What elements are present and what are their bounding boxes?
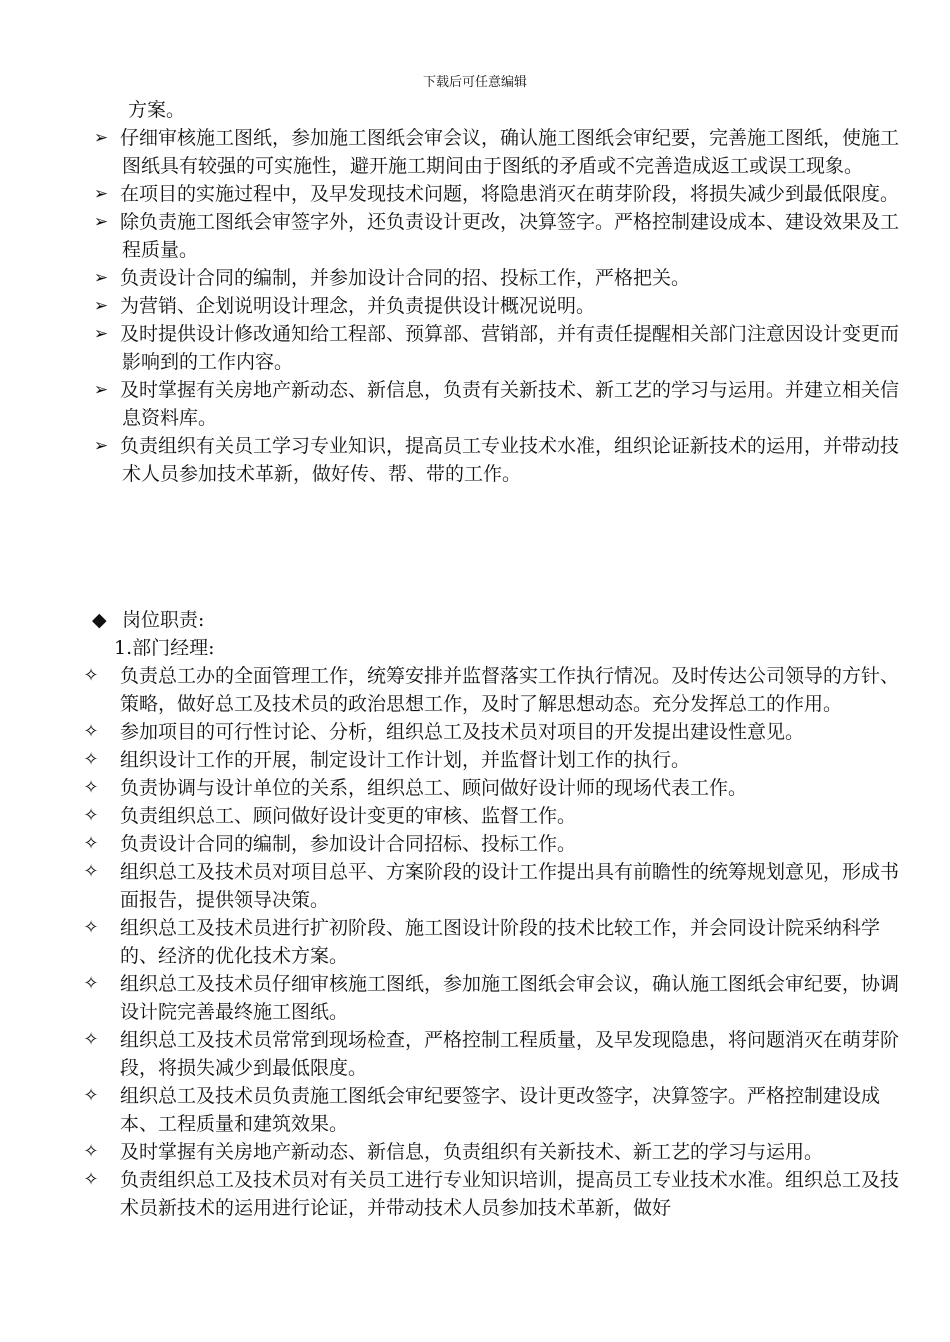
arrowhead-bullet-icon: ➢ <box>93 296 109 316</box>
arrowhead-bullet-icon: ➢ <box>93 380 109 400</box>
open-star-bullet-icon: ✧ <box>83 1029 99 1050</box>
arrowhead-bullet-icon: ➢ <box>93 268 109 288</box>
open-star-bullet-icon: ✧ <box>83 1085 99 1106</box>
open-star-bullet-icon: ✧ <box>83 973 99 994</box>
list-item: ✧ 组织总工及技术员进行扩初阶段、施工图设计阶段的技术比较工作，并会同设计院采纳科学的、经济的优化技术方案。 <box>0 914 950 970</box>
list-item: ➢ 及时掌握有关房地产新动态、新信息，负责有关新技术、新工艺的学习与运用。并建立相关信息资料库。 <box>0 376 950 432</box>
list-item: ✧ 负责总工办的全面管理工作，统筹安排并监督落实工作执行情况。及时传达公司领导的方针、策略，做好总工及技术员的政治思想工作，及时了解思想动态。充分发挥总工的作用。 <box>0 662 950 718</box>
arrowhead-bullet-icon: ➢ <box>93 212 109 232</box>
arrowhead-bullet-icon: ➢ <box>93 436 109 456</box>
list-item: ➢ 在项目的实施过程中，及早发现技术问题，将隐患消灭在萌芽阶段，将损失减少到最低限度。 <box>0 180 950 208</box>
arrowhead-bullet-icon: ➢ <box>93 184 109 204</box>
list-item: ✧ 组织总工及技术员常常到现场检查，严格控制工程质量，及早发现隐患，将问题消灭在萌芽阶段，将损失减少到最低限度。 <box>0 1026 950 1082</box>
list-item: ➢ 为营销、企划说明设计理念，并负责提供设计概况说明。 <box>0 292 950 320</box>
list-item: ➢ 负责组织有关员工学习专业知识，提高员工专业技术水准，组织论证新技术的运用，并带动技术人员参加技术革新，做好传、帮、带的工作。 <box>0 432 950 488</box>
list-item: ✧ 组织总工及技术员对项目总平、方案阶段的设计工作提出具有前瞻性的统筹规划意见，形成书面报告，提供领导决策。 <box>0 858 950 914</box>
list-item: ✧ 组织总工及技术员负责施工图纸会审纪要签字、设计更改签字，决算签字。严格控制建设成本、工程质量和建筑效果。 <box>0 1082 950 1138</box>
diamond-bullet-icon: ◆ <box>92 609 107 631</box>
list-item: ✧ 负责组织总工、顾问做好设计变更的审核、监督工作。 <box>0 802 950 830</box>
page-header: 下载后可任意编辑 <box>422 75 527 90</box>
open-star-bullet-icon: ✧ <box>83 665 99 686</box>
list-item: ✧ 组织总工及技术员仔细审核施工图纸，参加施工图纸会审会议，确认施工图纸会审纪要，协调设计院完善最终施工图纸。 <box>0 970 950 1026</box>
list-item: ➢ 负责设计合同的编制，并参加设计合同的招、投标工作，严格把关。 <box>0 264 950 292</box>
duty-list-1 <box>0 124 950 488</box>
open-star-bullet-icon: ✧ <box>83 805 99 826</box>
open-star-bullet-icon: ✧ <box>83 749 99 770</box>
open-star-bullet-icon: ✧ <box>83 721 99 742</box>
list-item: ➢ 仔细审核施工图纸，参加施工图纸会审会议，确认施工图纸会审纪要，完善施工图纸，使施工图纸具有较强的可实施性，避开施工期间由于图纸的矛盾或不完善造成返工或误工现象。 <box>0 124 950 180</box>
arrowhead-bullet-icon: ➢ <box>93 128 109 148</box>
list-item: ✧ 参加项目的可行性讨论、分析，组织总工及技术员对项目的开发提出建设性意见。 <box>0 718 950 746</box>
open-star-bullet-icon: ✧ <box>83 833 99 854</box>
open-star-bullet-icon: ✧ <box>83 1169 99 1190</box>
continuation-text: 方案。 <box>128 99 186 121</box>
section-heading-label: 岗位职责: <box>122 609 205 631</box>
open-star-bullet-icon: ✧ <box>83 861 99 882</box>
list-item: ✧ 负责协调与设计单位的关系，组织总工、顾问做好设计师的现场代表工作。 <box>0 774 950 802</box>
duty-list-2 <box>0 662 950 1222</box>
list-item: ✧ 负责组织总工及技术员对有关员工进行专业知识培训，提高员工专业技术水准。组织总工及技术员新技术的运用进行论证，并带动技术人员参加技术革新，做好 <box>0 1166 950 1222</box>
open-star-bullet-icon: ✧ <box>83 1141 99 1162</box>
list-item: ✧ 组织设计工作的开展，制定设计工作计划，并监督计划工作的执行。 <box>0 746 950 774</box>
arrowhead-bullet-icon: ➢ <box>93 324 109 344</box>
list-item: ✧ 负责设计合同的编制，参加设计合同招标、投标工作。 <box>0 830 950 858</box>
list-item: ➢ 除负责施工图纸会审签字外，还负责设计更改，决算签字。严格控制建设成本、建设效果及工程质量。 <box>0 208 950 264</box>
section-heading <box>92 606 204 634</box>
list-item: ➢ 及时提供设计修改通知给工程部、预算部、营销部，并有责任提醒相关部门注意因设计变更而影响到的工作内容。 <box>0 320 950 376</box>
list-item: ✧ 及时掌握有关房地产新动态、新信息，负责组织有关新技术、新工艺的学习与运用。 <box>0 1138 950 1166</box>
open-star-bullet-icon: ✧ <box>83 917 99 938</box>
open-star-bullet-icon: ✧ <box>83 777 99 798</box>
sub-heading: 1.部门经理: <box>114 637 215 659</box>
